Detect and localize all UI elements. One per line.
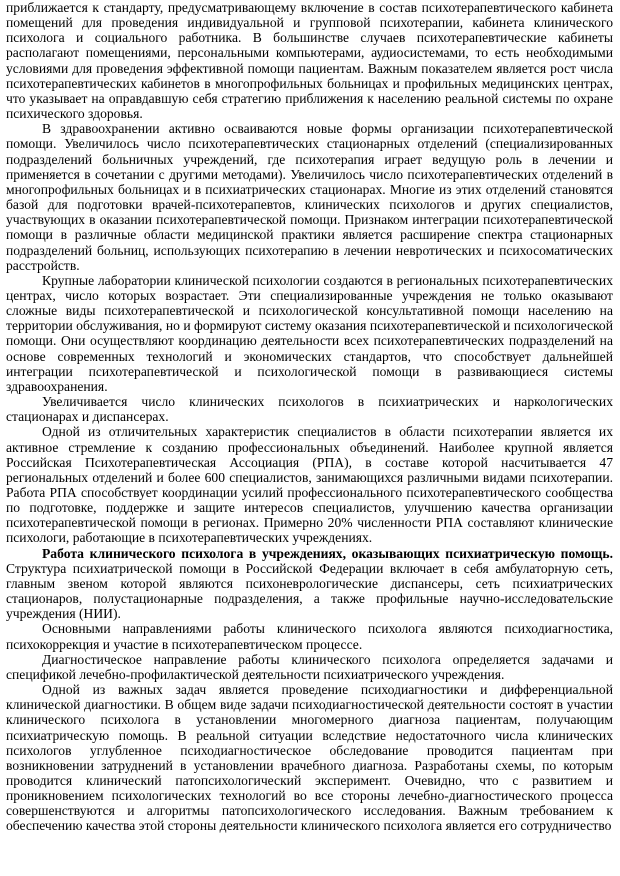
paragraph-9: Одной из важных задач является проведение психодиагностики и дифференциальной клинической диагностики. В общем виде задачи психодиагностической деятельности состоят в участии клинического психолога в установлении многомерного диагноза пациентам, получающим психиатрическую помощь. В реальной ситуации вследствие недостаточного числа клинических психологов углубленное психодиагностическое обследование проводится пациентам при возникновении затруднений в установлении врачебного диагноза. Разработаны схемы, по которым проводится клинический патопсихологический эксперимент. Очевидно, что с развитием и проникновением психологических технологий во все стороны лечебно-диагностического процесса совершенствуются и алгоритмы патопсихологического исследования. Важным требованием к обеспечению качества этой стороны деятельности клинического психолога является его сотрудничество xyxy=(6,682,613,834)
paragraph-1: приближается к стандарту, предусматривающему включение в состав психотерапевтического кабинета помещений для проведения индивидуальной и групповой психотерапии, кабинета клинического психолога и социального работника. В большинстве случаев психотерапевтические кабинеты располагают помещениями, персональными компьютерами, аудиосистемами, то есть необходимыми условиями для проведения эффективной помощи пациентам. Важным показателем является рост числа психотерапевтических кабинетов в многопрофильных больницах и профильных медицинских центрах, что указывает на оправдавшую себя стратегию приближения к населению реальной системы по охране психического здоровья. xyxy=(6,0,613,122)
paragraph-4: Увеличивается число клинических психологов в психиатрических и наркологических стационарах и диспансерах. xyxy=(6,394,613,425)
document-page xyxy=(6,0,613,834)
paragraph-6-body: Структура психиатрической помощи в Российской Федерации включает в себя амбулаторную сеть, главным звеном которой являются психоневрологические диспансеры, сеть психиатрических стационаров, полустационарные подразделения, а также профильные научно-исследовательские учреждения (НИИ). xyxy=(6,560,613,622)
paragraph-6 xyxy=(6,546,613,622)
paragraph-2: В здравоохранении активно осваиваются новые формы организации психотерапевтической помощи. Увеличилось число психотерапевтических стационарных отделений (специализированных подразделений больничных учреждений, где психотерапия играет ведущую роль в лечении и применяется в сочетании с другими методами). Увеличилось число психотерапевтических отделений в многопрофильных больницах и в психиатрических стационарах. Многие из этих отделений становятся базой для подготовки врачей-психотерапевтов, клинических психологов и других специалистов, участвующих в оказании психотерапевтической помощи. Признаком интеграции психотерапевтической помощи в различные области медицинской практики является расширение спектра стационарных подразделений больниц, использующих психотерапию в лечении невротических и психосоматических расстройств. xyxy=(6,121,613,273)
paragraph-7: Основными направлениями работы клинического психолога являются психодиагностика, психокоррекция и участие в психотерапевтическом процессе. xyxy=(6,621,613,652)
paragraph-8: Диагностическое направление работы клинического психолога определяется задачами и спецификой лечебно-профилактической деятельности психиатрического учреждения. xyxy=(6,651,613,682)
paragraph-5: Одной из отличительных характеристик специалистов в области психотерапии является их активное стремление к созданию профессиональных объединений. Наиболее крупной является Российская Психотерапевтическая Ассоциация (РПА), в составе которой насчитывается 47 региональных отделений и более 600 специалистов, занимающихся различными видами психотерапии. Работа РПА способствует координации усилий профессионального психотерапевтического сообщества по подготовке, поддержке и защите интересов специалистов, улучшению качества организации психотерапевтической помощи в регионах. Примерно 20% численности РПА составляют клинические психологи, работающие в психотерапевтических учреждениях. xyxy=(6,424,613,546)
paragraph-3: Крупные лаборатории клинической психологии создаются в региональных психотерапевтических центрах, число которых возрастает. Эти специализированные учреждения не только оказывают сложные виды психотерапевтической и психологической консультативной помощи населению на территории обслуживания, но и формируют систему оказания психотерапевтической и психологической помощи. Они осуществляют координацию деятельности всех психотерапевтических подразделений на основе современных технологий и экономических стандартов, что способствует дальнейшей интеграции психотерапевтической и психологической помощи в развивающиеся системы здравоохранения. xyxy=(6,272,613,394)
section-heading: Работа клинического психолога в учреждениях, оказывающих психиатрическую помощь. xyxy=(42,545,613,561)
